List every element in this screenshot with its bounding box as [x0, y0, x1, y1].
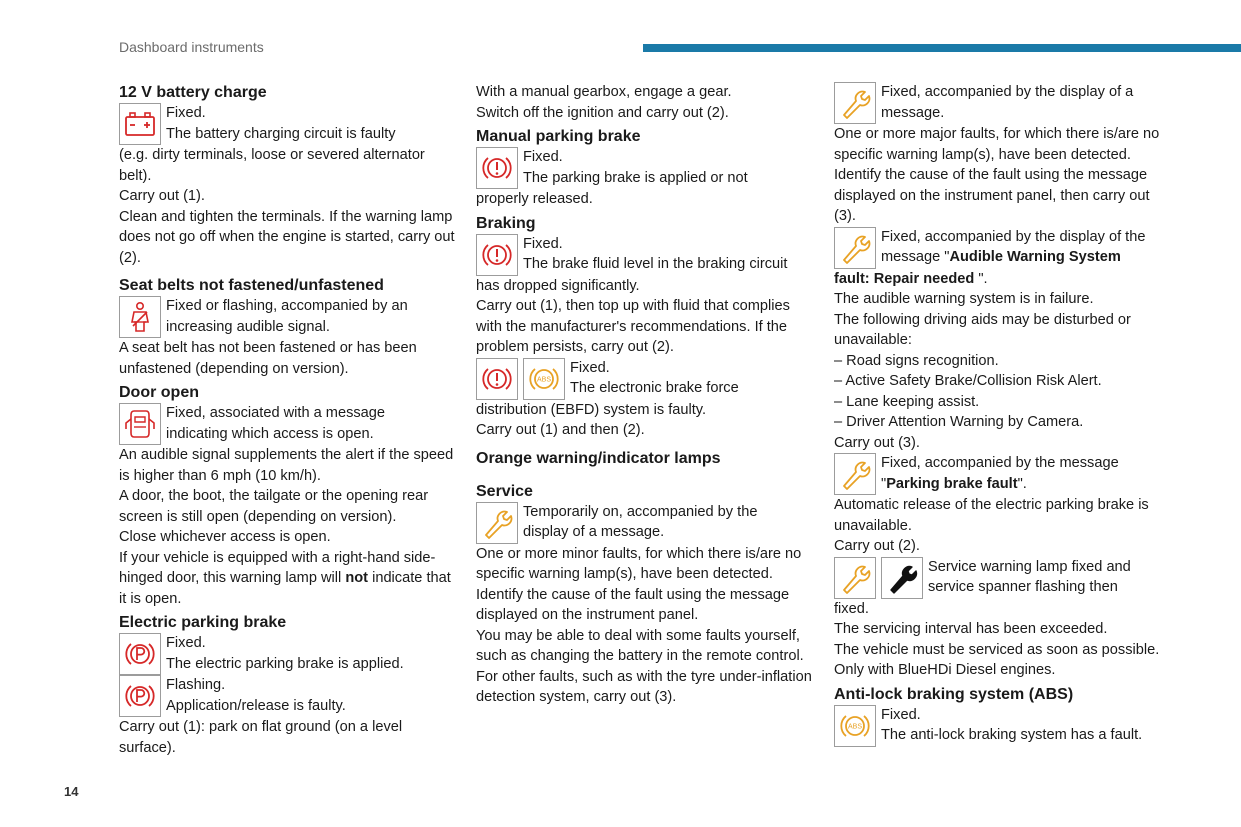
door-text-1: An audible signal supplements the alert if the speed is higher than 6 mph (10 km/h). [119, 447, 454, 484]
parking-fault-text-1: Automatic release of the electric parking brake is unavailable. [834, 497, 1149, 534]
braking-line-2: The brake fluid level in the braking circuit [523, 256, 788, 272]
audible-line-3 [834, 269, 1174, 290]
service-line-1: Temporarily on, accompanied by the [523, 503, 758, 520]
parking-fault-line-2-bold: Parking brake fault [886, 475, 1018, 492]
major-line-2: message. [881, 104, 945, 121]
epb-text: Carry out (1): park on flat ground (on a level surface). [119, 719, 403, 756]
parking-fault-line-1: Fixed, accompanied by the message [881, 455, 1119, 471]
service-spanner-icon [834, 82, 876, 124]
parking-fault-text-2: Carry out (2). [834, 538, 920, 554]
servicing-text-1: The servicing interval has been exceeded. [834, 621, 1108, 637]
epb-row-1 [119, 633, 455, 675]
parking-fault-line-2-b: ". [1017, 475, 1027, 492]
service-text-2: Identify the cause of the fault using the message displayed on the instrument panel. [476, 586, 790, 623]
section-heading-manual-brake: Manual parking brake [476, 128, 641, 145]
audible-text-2: The following driving aids may be disturbed or unavailable: [834, 311, 1131, 348]
audible-line-2 [834, 247, 1174, 268]
battery-icon [119, 103, 161, 145]
service-text-3: You may be able to deal with some faults yourself, such as changing the battery in the remote control. [476, 627, 804, 664]
abs-line-2: The anti-lock braking system has a fault. [881, 727, 1143, 743]
battery-text: (e.g. dirty terminals, loose or severed alternator belt). [119, 147, 425, 184]
page-number: 14 [64, 784, 79, 799]
major-fault-row [834, 82, 1174, 124]
section-heading-battery: 12 V battery charge [119, 84, 267, 101]
braking-text-2: Carry out (1), then top up with fluid that complies with the manufacturer's recommendations. If the problem persists, carry out (2). [476, 298, 790, 355]
door-line-2: indicating which access is open. [166, 425, 374, 442]
list-item: – Driver Attention Warning by Camera. [834, 414, 1084, 430]
battery-carry-out: Carry out (1). [119, 188, 205, 204]
seatbelt-line-1: Fixed or flashing, accompanied by an [166, 298, 408, 314]
door-text-2: A door, the boot, the tailgate or the opening rear screen is still open (depending on version). [119, 488, 429, 525]
ebfd-carry-out: Carry out (1) and then (2). [476, 422, 645, 438]
service-spanner-icon [476, 502, 518, 544]
seatbelt-row [119, 296, 455, 338]
epb-line-4: Application/release is faulty. [166, 697, 346, 714]
battery-line-2: The battery charging circuit is faulty [166, 125, 396, 142]
door-text-4-a: If your vehicle is equipped with a right-hand side-hinged door, this warning lamp will [119, 549, 436, 586]
door-row [119, 403, 455, 445]
running-head: Dashboard instruments [119, 39, 264, 55]
servicing-line-1: Service warning lamp fixed and [928, 558, 1131, 575]
epb-row-2 [119, 675, 455, 717]
abs-icon-label: ABS [536, 376, 552, 383]
manual-brake-row [476, 147, 814, 189]
audible-line-1: Fixed, accompanied by the display of the [881, 228, 1146, 245]
door-text-3: Close whichever access is open. [119, 529, 331, 545]
epb-line-2: The electric parking brake is applied. [166, 655, 404, 672]
audible-carry-out: Carry out (3). [834, 434, 920, 451]
service-row [476, 502, 814, 544]
audible-line-2-a: message " [881, 249, 950, 265]
section-heading-abs: Anti-lock braking system (ABS) [834, 685, 1074, 703]
parking-brake-p-icon [119, 633, 161, 675]
battery-instructions: Clean and tighten the terminals. If the warning lamp does not go off when the engine is started, carry out (2). [119, 208, 455, 266]
manual-line-1: Fixed. [523, 149, 563, 165]
servicing-row [834, 557, 1174, 599]
abs-icon-label: ABS [847, 723, 863, 730]
column-1 [119, 82, 455, 758]
parking-fault-row [834, 453, 1174, 495]
service-text-1: One or more minor faults, for which there is/are no specific warning lamp(s), have been detected. [476, 545, 802, 582]
servicing-text-3: Only with BlueHDi Diesel engines. [834, 662, 1056, 678]
intro-line-1: With a manual gearbox, engage a gear. [476, 84, 732, 100]
service-spanner-icon [834, 557, 876, 599]
ebfd-text: distribution (EBFD) system is faulty. [476, 401, 707, 418]
parking-fault-line-2 [834, 474, 1174, 495]
abs-line-1: Fixed. [881, 706, 921, 723]
service-spanner-icon [834, 453, 876, 495]
audible-text-1: The audible warning system is in failure. [834, 291, 1094, 307]
door-open-icon [119, 403, 161, 445]
section-heading-door: Door open [119, 384, 199, 401]
epb-line-3: Flashing. [166, 677, 226, 693]
ebfd-row [476, 358, 814, 400]
door-line-1: Fixed, associated with a message [166, 405, 386, 421]
intro-line-2: Switch off the ignition and carry out (2). [476, 104, 729, 121]
column-3 [834, 82, 1174, 747]
column-2 [476, 82, 814, 708]
abs-row [834, 705, 1174, 747]
abs-icon [834, 705, 876, 747]
section-heading-seatbelt: Seat belts not fastened/unfastened [119, 277, 384, 294]
audible-line-3-bold: fault: Repair needed [834, 270, 979, 287]
door-text-4 [119, 548, 455, 610]
servicing-text-0: fixed. [834, 600, 869, 617]
service-line-2: display of a message. [523, 524, 665, 540]
brake-warning-icon [476, 234, 518, 276]
section-heading-orange-lamps: Orange warning/indicator lamps [476, 449, 721, 467]
section-heading-service: Service [476, 482, 533, 500]
braking-line-1: Fixed. [523, 235, 563, 252]
major-text-1: One or more major faults, for which there is/are no specific warning lamp(s), have been detected. [834, 126, 1160, 163]
audible-line-2-bold: Audible Warning System [949, 249, 1121, 265]
ebfd-line-2: The electronic brake force [570, 380, 739, 396]
seat-belt-icon [119, 296, 161, 338]
section-heading-braking: Braking [476, 214, 536, 232]
list-item: – Road signs recognition. [834, 352, 999, 369]
major-line-1: Fixed, accompanied by the display of a [881, 84, 1134, 100]
service-spanner-icon [834, 227, 876, 269]
battery-line-1: Fixed. [166, 105, 206, 121]
servicing-line-2: service spanner flashing then [928, 579, 1118, 595]
servicing-text-2: The vehicle must be serviced as soon as possible. [834, 641, 1160, 658]
section-heading-epb: Electric parking brake [119, 614, 287, 631]
braking-text: has dropped significantly. [476, 277, 640, 294]
manual-text: properly released. [476, 191, 593, 207]
battery-row [119, 103, 455, 186]
audible-line-3-b: ". [978, 270, 988, 287]
epb-line-1: Fixed. [166, 635, 206, 651]
parking-brake-p-icon [119, 675, 161, 717]
brake-warning-icon [476, 358, 518, 400]
audible-row [834, 227, 1174, 269]
list-item: – Active Safety Brake/Collision Risk Alert. [834, 373, 1102, 389]
door-text-4-bold: not [345, 570, 369, 586]
service-text-4: For other faults, such as with the tyre under-inflation detection system, carry out (3). [476, 668, 812, 705]
seatbelt-line-2: increasing audible signal. [166, 318, 330, 335]
door-text-4-b: indicate that it is open. [119, 570, 451, 607]
seatbelt-text: A seat belt has not been fastened or has been unfastened (depending on version). [119, 340, 417, 377]
ebfd-line-1: Fixed. [570, 359, 610, 376]
abs-icon [523, 358, 565, 400]
parking-fault-line-2-a: " [881, 475, 887, 492]
service-spanner-solid-icon [881, 557, 923, 599]
brake-warning-icon [476, 147, 518, 189]
header-accent-bar [643, 44, 1241, 52]
manual-line-2: The parking brake is applied or not [523, 169, 748, 186]
braking-row [476, 234, 814, 276]
list-item: – Lane keeping assist. [834, 393, 980, 410]
major-text-2: Identify the cause of the fault using the message displayed on the instrument panel, then carry out (3). [834, 167, 1150, 224]
